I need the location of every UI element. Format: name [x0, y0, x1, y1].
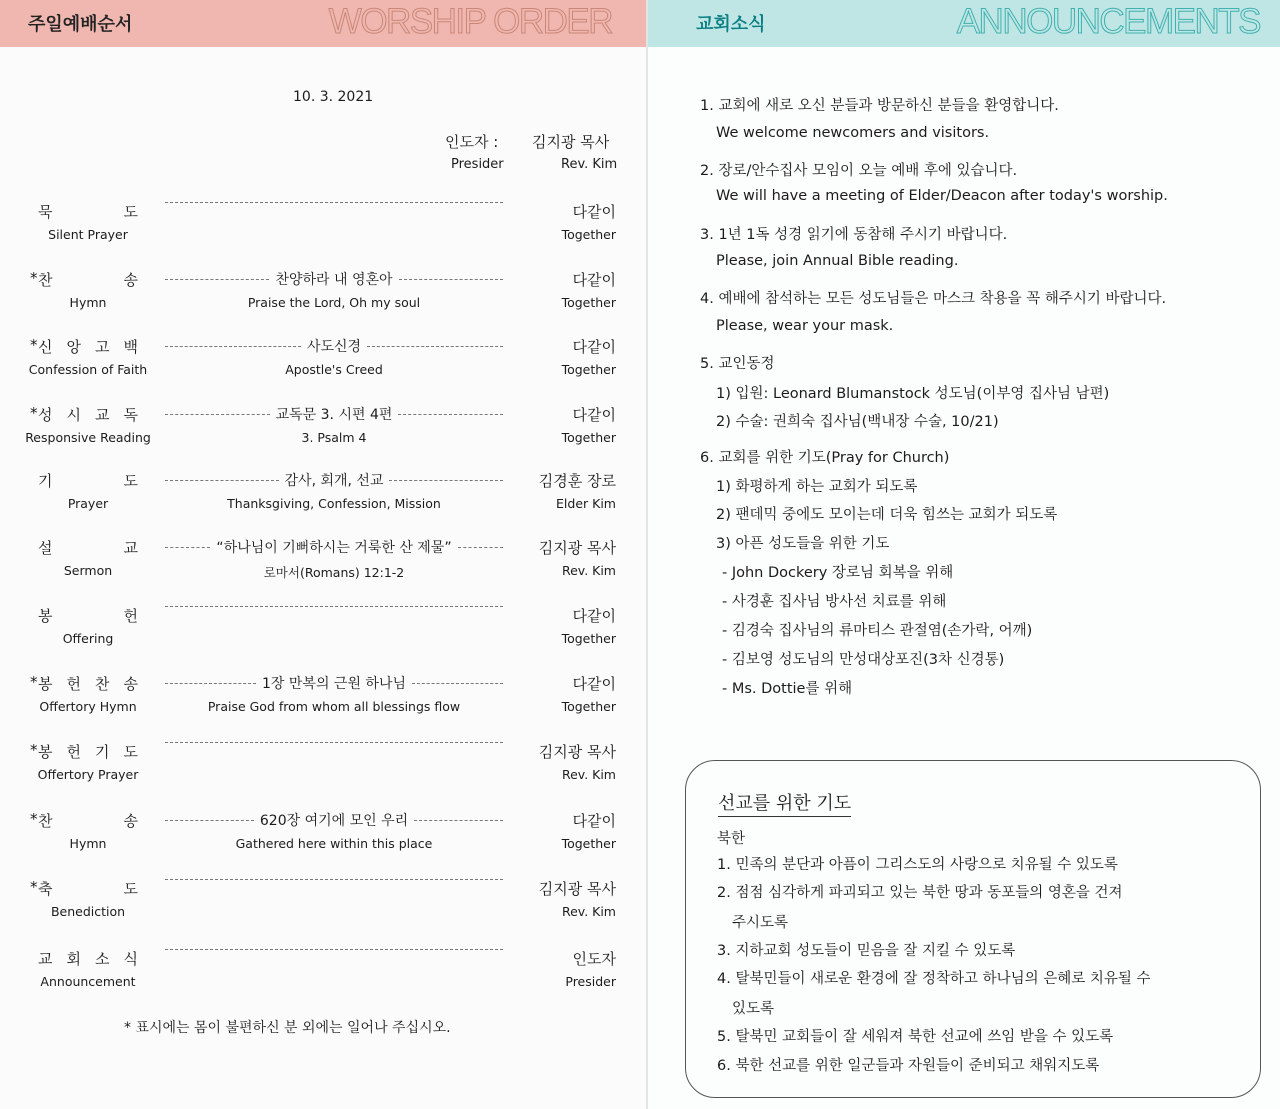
- announcement-main-line: 2. 장로/안수집사 모임이 오늘 예배 후에 있습니다.: [700, 163, 1018, 179]
- order-item-name: 찬 송: [38, 812, 138, 830]
- order-item-title-line: [165, 673, 503, 693]
- order-item-name: 묵 도: [38, 203, 138, 221]
- order-item-title: “하나님이 기뻐하시는 거룩한 산 제물”: [216, 540, 452, 556]
- dotted-leader: [458, 547, 503, 548]
- mission-prayer-title: 선교를 위한 기도: [718, 789, 851, 817]
- order-item-title: 1장 만복의 근원 하나님: [262, 676, 406, 692]
- dotted-leader: [165, 683, 256, 684]
- dotted-leader: [165, 346, 301, 347]
- announcements-page: [648, 0, 1280, 1109]
- order-item-name-english: Offering: [62, 631, 114, 646]
- order-item-name-english: Hymn: [69, 295, 107, 310]
- header-title-english: ANNOUNCEMENTS: [956, 2, 1260, 41]
- order-item-name: 찬 송: [38, 271, 138, 289]
- order-item-leader-english: Together: [561, 631, 616, 646]
- dotted-leader: [399, 279, 503, 280]
- order-item-title: 감사, 회개, 선교: [284, 473, 384, 489]
- header-band: [648, 0, 1280, 47]
- announcement-en-line: We welcome newcomers and visitors.: [716, 125, 990, 141]
- order-item-title-line: [165, 948, 503, 950]
- standing-mark: *: [30, 741, 38, 759]
- mission-prayer-item-continued: 있도록: [732, 1001, 775, 1017]
- announcement-sub-line: 2) 팬데믹 중에도 모이는데 더욱 힘쓰는 교회가 되도록: [716, 507, 1058, 523]
- order-item-name-english: Silent Prayer: [48, 227, 128, 242]
- order-item-name-english: Offertory Hymn: [39, 699, 137, 714]
- presider-role-english: Presider: [451, 157, 504, 172]
- order-item-name: 기 도: [38, 472, 138, 490]
- announcement-main-line: 5. 교인동정: [700, 356, 775, 372]
- order-item-leader: 김지광 목사: [538, 539, 616, 557]
- order-item-name-english: Offertory Prayer: [37, 767, 139, 782]
- dotted-leader: [165, 414, 270, 415]
- order-item-leader-english: Together: [561, 227, 616, 242]
- dotted-leader: [398, 414, 503, 415]
- order-item-subtitle: Praise God from whom all blessings flow: [207, 699, 461, 714]
- order-item-leader: 다같이: [572, 812, 616, 830]
- order-item-leader: 다같이: [572, 271, 616, 289]
- order-item-name: 봉 헌 찬 송: [38, 675, 138, 693]
- order-item-name: 교 회 소 식: [38, 950, 138, 968]
- dotted-leader: [412, 683, 503, 684]
- order-item-leader: 김지광 목사: [538, 880, 616, 898]
- standing-mark: *: [30, 673, 38, 691]
- order-item-title-line: [165, 605, 503, 607]
- mission-prayer-item: 2. 점점 심각하게 파괴되고 있는 북한 땅과 동포들의 영혼을 건져: [717, 885, 1123, 901]
- order-item-name-english: Sermon: [63, 563, 113, 578]
- order-item-title-line: [165, 269, 503, 289]
- order-item-subtitle: Gathered here within this place: [235, 836, 433, 851]
- presider-name-english: Rev. Kim: [561, 157, 618, 172]
- order-item: [0, 267, 648, 315]
- order-item-name: 축 도: [38, 880, 138, 898]
- dotted-leader: [165, 547, 210, 548]
- order-item-leader-english: Together: [561, 699, 616, 714]
- order-item-name: 성 시 교 독: [38, 406, 138, 424]
- order-item: [0, 468, 648, 516]
- announcement-dash-line: - 김보영 성도님의 만성대상포진(3차 신경통): [722, 652, 1005, 668]
- announcement-en-line: Please, join Annual Bible reading.: [716, 253, 959, 269]
- order-item: [0, 199, 648, 247]
- dotted-leader: [165, 820, 254, 821]
- dotted-leader: [165, 279, 269, 280]
- order-item-name-english: Responsive Reading: [25, 430, 151, 445]
- header-band: [0, 0, 648, 47]
- dotted-leader: [165, 480, 279, 481]
- header-title-korean: 교회소식: [696, 14, 766, 35]
- announcement-sub-line: 1) 화평하게 하는 교회가 되도록: [716, 479, 918, 495]
- order-item-title: 사도신경: [306, 339, 362, 355]
- order-item-subtitle: Thanksgiving, Confession, Mission: [227, 496, 441, 511]
- presider-role: 인도자 :: [445, 133, 499, 151]
- order-item: [0, 334, 648, 382]
- order-item-leader-english: Together: [561, 295, 616, 310]
- order-item-subtitle: Praise the Lord, Oh my soul: [247, 295, 421, 310]
- order-item: [0, 739, 648, 787]
- order-item-name: 신 앙 고 백: [38, 338, 138, 356]
- order-item-leader-english: Rev. Kim: [561, 904, 616, 919]
- mission-prayer-item: 6. 북한 선교를 위한 일군들과 자원들이 준비되고 채워지도록: [717, 1058, 1100, 1074]
- order-item-name-english: Announcement: [40, 974, 136, 989]
- order-item-title-line: [165, 470, 503, 490]
- announcement-main-line: 6. 교회를 위한 기도(Pray for Church): [700, 450, 950, 466]
- order-item-title: 교독문 3. 시편 4편: [275, 407, 393, 423]
- order-item-name: 봉 헌: [38, 607, 138, 625]
- order-item: [0, 603, 648, 651]
- order-item-name-english: Hymn: [69, 836, 107, 851]
- dotted-leader: [165, 202, 503, 203]
- order-item-leader: 다같이: [572, 675, 616, 693]
- announcement-main-line: 3. 1년 1독 성경 읽기에 동참해 주시기 바랍니다.: [700, 227, 1008, 243]
- dotted-leader: [367, 346, 503, 347]
- order-item-leader: 김지광 목사: [538, 743, 616, 761]
- order-item-leader: 인도자: [572, 950, 616, 968]
- standing-mark: *: [30, 336, 38, 354]
- announcement-en-line: We will have a meeting of Elder/Deacon after today's worship.: [716, 188, 1168, 204]
- standing-mark: *: [30, 810, 38, 828]
- order-item-leader: 다같이: [572, 406, 616, 424]
- order-item-subtitle: 로마서(Romans) 12:1-2: [263, 565, 405, 580]
- order-item: [0, 946, 648, 994]
- order-item: [0, 876, 648, 924]
- order-item-name-english: Benediction: [50, 904, 126, 919]
- dotted-leader: [165, 879, 503, 880]
- order-item-leader-english: Together: [561, 362, 616, 377]
- order-item-title-line: [165, 741, 503, 743]
- order-item-title-line: [165, 336, 503, 356]
- order-item: [0, 535, 648, 583]
- standing-mark: *: [30, 404, 38, 422]
- announcement-dash-line: - 사경훈 집사님 방사선 치료를 위해: [722, 594, 947, 610]
- announcement-main-line: 4. 예배에 참석하는 모든 성도님들은 마스크 착용을 꼭 해주시기 바랍니다.: [700, 291, 1167, 307]
- order-item-leader-english: Rev. Kim: [561, 563, 616, 578]
- standing-mark: *: [30, 878, 38, 896]
- order-item-title-line: [165, 878, 503, 880]
- order-item-leader: 다같이: [572, 338, 616, 356]
- dotted-leader: [389, 480, 503, 481]
- order-item-leader: 다같이: [572, 203, 616, 221]
- announcement-dash-line: - John Dockery 장로님 회복을 위해: [722, 565, 954, 581]
- order-item-title: 찬양하라 내 영혼아: [275, 272, 393, 288]
- order-item-title-line: [165, 537, 503, 557]
- order-item-title-line: [165, 404, 503, 424]
- order-item-leader: 다같이: [572, 607, 616, 625]
- order-item: [0, 402, 648, 450]
- service-date: 10. 3. 2021: [293, 89, 374, 105]
- standing-mark: *: [30, 269, 38, 287]
- mission-prayer-item: 1. 민족의 분단과 아픔이 그리스도의 사랑으로 치유될 수 있도록: [717, 857, 1118, 873]
- header-title-english: WORSHIP ORDER: [328, 2, 612, 41]
- mission-region: 북한: [717, 831, 746, 847]
- order-item-title-line: [165, 810, 503, 830]
- dotted-leader: [165, 606, 503, 607]
- order-item: [0, 808, 648, 856]
- order-item-name-english: Prayer: [67, 496, 109, 511]
- order-item-title-line: [165, 201, 503, 203]
- order-item-title: 620장 여기에 모인 우리: [259, 813, 409, 829]
- mission-prayer-item: 4. 탈북민들이 새로운 환경에 잘 정착하고 하나님의 은혜로 치유될 수: [717, 971, 1151, 987]
- header-title-korean: 주일예배순서: [28, 14, 133, 35]
- announcement-sub-line: 2) 수술: 권희숙 집사님(백내장 수술, 10/21): [716, 414, 999, 430]
- announcement-sub-line: 1) 입원: Leonard Blumanstock 성도님(이부영 집사님 남편): [716, 386, 1110, 402]
- mission-prayer-item-continued: 주시도록: [732, 915, 789, 931]
- order-item-leader: 김경훈 장로: [538, 472, 616, 490]
- order-item-subtitle: Apostle's Creed: [285, 362, 383, 377]
- mission-prayer-item: 5. 탈북민 교회들이 잘 세워져 북한 선교에 쓰임 받을 수 있도록: [717, 1029, 1114, 1045]
- order-item-subtitle: 3. Psalm 4: [301, 430, 367, 445]
- dotted-leader: [165, 742, 503, 743]
- announcement-dash-line: - 김경숙 집사님의 류마티스 관절염(손가락, 어깨): [722, 623, 1033, 639]
- order-item-leader-english: Rev. Kim: [561, 767, 616, 782]
- dotted-leader: [414, 820, 503, 821]
- mission-prayer-item: 3. 지하교회 성도들이 믿음을 잘 지킬 수 있도록: [717, 943, 1016, 959]
- order-item-name: 설 교: [38, 539, 138, 557]
- order-item-leader-english: Presider: [565, 974, 616, 989]
- order-item-leader-english: Elder Kim: [556, 496, 616, 511]
- announcement-dash-line: - Ms. Dottie를 위해: [722, 681, 853, 697]
- order-item-leader-english: Together: [561, 836, 616, 851]
- announcement-main-line: 1. 교회에 새로 오신 분들과 방문하신 분들을 환영합니다.: [700, 98, 1059, 114]
- order-item-name: 봉 헌 기 도: [38, 743, 138, 761]
- announcement-sub-line: 3) 아픈 성도들을 위한 기도: [716, 536, 890, 552]
- announcement-en-line: Please, wear your mask.: [716, 318, 894, 334]
- order-item: [0, 671, 648, 719]
- mission-prayer-box: [685, 760, 1261, 1098]
- dotted-leader: [165, 949, 503, 950]
- standing-footnote: * 표시에는 몸이 불편하신 분 외에는 일어나 주십시오.: [124, 1020, 451, 1036]
- presider-name: 김지광 목사: [532, 133, 610, 151]
- order-item-name-english: Confession of Faith: [28, 362, 148, 377]
- order-item-leader-english: Together: [561, 430, 616, 445]
